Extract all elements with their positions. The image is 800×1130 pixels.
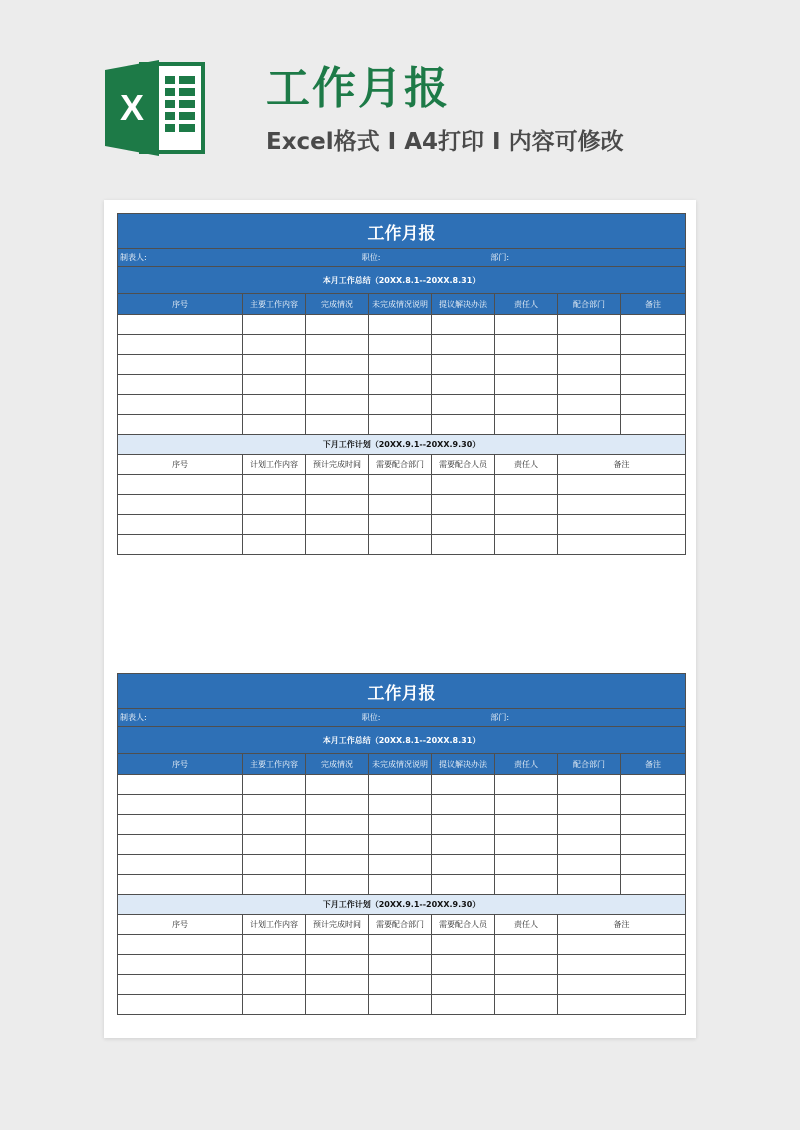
summary-cell[interactable] [621, 875, 686, 895]
sheet-title: 工作月报 [118, 214, 686, 249]
plan-cell[interactable] [243, 535, 306, 555]
summary-cell[interactable] [306, 855, 369, 875]
summary-cell[interactable] [306, 775, 369, 795]
plan-cell[interactable] [243, 995, 306, 1015]
summary-cell[interactable] [558, 855, 621, 875]
plan-cell[interactable] [118, 535, 243, 555]
summary-column-header: 备注 [621, 754, 686, 775]
summary-cell[interactable] [369, 855, 432, 875]
summary-cell[interactable] [306, 355, 369, 375]
summary-cell[interactable] [369, 775, 432, 795]
summary-cell[interactable] [243, 415, 306, 435]
plan-cell[interactable] [306, 955, 369, 975]
summary-cell[interactable] [432, 375, 495, 395]
summary-cell[interactable] [495, 415, 558, 435]
summary-cell[interactable] [369, 335, 432, 355]
summary-cell[interactable] [306, 795, 369, 815]
summary-cell[interactable] [621, 795, 686, 815]
maker-label: 制表人: [120, 253, 147, 262]
summary-cell[interactable] [369, 875, 432, 895]
position-label: 职位: [361, 713, 381, 722]
plan-column-header: 责任人 [495, 915, 558, 935]
plan-cell[interactable] [495, 995, 558, 1015]
summary-cell[interactable] [432, 855, 495, 875]
plan-cell[interactable] [369, 995, 432, 1015]
position-label: 职位: [361, 253, 381, 262]
summary-cell[interactable] [243, 315, 306, 335]
summary-cell[interactable] [243, 375, 306, 395]
plan-cell[interactable] [432, 475, 495, 495]
plan-cell[interactable] [432, 975, 495, 995]
plan-cell[interactable] [495, 475, 558, 495]
summary-cell[interactable] [432, 775, 495, 795]
plan-cell[interactable] [558, 535, 686, 555]
summary-section-title: 本月工作总结（20XX.8.1--20XX.8.31） [118, 727, 686, 754]
summary-cell[interactable] [432, 875, 495, 895]
summary-cell[interactable] [432, 415, 495, 435]
summary-cell[interactable] [495, 395, 558, 415]
plan-cell[interactable] [432, 955, 495, 975]
plan-cell[interactable] [369, 535, 432, 555]
summary-cell[interactable] [306, 815, 369, 835]
summary-cell[interactable] [558, 835, 621, 855]
summary-cell[interactable] [621, 855, 686, 875]
summary-cell[interactable] [495, 355, 558, 375]
summary-cell[interactable] [558, 315, 621, 335]
summary-cell[interactable] [118, 415, 243, 435]
summary-column-header: 提议解决办法 [432, 294, 495, 315]
plan-cell[interactable] [558, 495, 686, 515]
summary-column-header: 责任人 [495, 754, 558, 775]
summary-column-header: 序号 [118, 754, 243, 775]
summary-cell[interactable] [306, 375, 369, 395]
plan-cell[interactable] [558, 955, 686, 975]
summary-column-header: 完成情况 [306, 294, 369, 315]
plan-cell[interactable] [432, 515, 495, 535]
plan-cell[interactable] [243, 955, 306, 975]
plan-column-header: 计划工作内容 [243, 455, 306, 475]
summary-cell[interactable] [243, 875, 306, 895]
plan-cell[interactable] [495, 535, 558, 555]
plan-column-header: 需要配合部门 [369, 455, 432, 475]
summary-cell[interactable] [306, 875, 369, 895]
plan-cell[interactable] [306, 975, 369, 995]
plan-cell[interactable] [118, 935, 243, 955]
page-header [0, 0, 800, 190]
summary-cell[interactable] [432, 815, 495, 835]
summary-cell[interactable] [243, 855, 306, 875]
plan-cell[interactable] [118, 955, 243, 975]
summary-column-header: 序号 [118, 294, 243, 315]
plan-column-header: 需要配合人员 [432, 915, 495, 935]
plan-column-header: 责任人 [495, 455, 558, 475]
plan-cell[interactable] [118, 475, 243, 495]
summary-cell[interactable] [369, 835, 432, 855]
plan-cell[interactable] [558, 995, 686, 1015]
summary-cell[interactable] [118, 775, 243, 795]
summary-cell[interactable] [432, 335, 495, 355]
plan-section-title: 下月工作计划（20XX.9.1--20XX.9.30） [118, 895, 686, 915]
summary-cell[interactable] [558, 795, 621, 815]
report-table [117, 673, 686, 1015]
summary-cell[interactable] [558, 375, 621, 395]
summary-cell[interactable] [369, 795, 432, 815]
plan-column-header: 备注 [558, 915, 686, 935]
summary-column-header: 主要工作内容 [243, 754, 306, 775]
plan-cell[interactable] [495, 515, 558, 535]
plan-cell[interactable] [306, 475, 369, 495]
info-row [118, 709, 686, 727]
plan-cell[interactable] [495, 955, 558, 975]
summary-column-header: 完成情况 [306, 754, 369, 775]
plan-cell[interactable] [558, 935, 686, 955]
plan-column-header: 需要配合部门 [369, 915, 432, 935]
plan-cell[interactable] [243, 475, 306, 495]
report-sheet [117, 673, 685, 1015]
plan-column-header: 序号 [118, 915, 243, 935]
summary-cell[interactable] [621, 815, 686, 835]
summary-cell[interactable] [369, 415, 432, 435]
summary-cell[interactable] [243, 815, 306, 835]
plan-cell[interactable] [243, 495, 306, 515]
plan-cell[interactable] [118, 975, 243, 995]
summary-cell[interactable] [118, 835, 243, 855]
summary-cell[interactable] [243, 835, 306, 855]
summary-cell[interactable] [432, 315, 495, 335]
excel-logo-letter: X [119, 87, 145, 128]
summary-cell[interactable] [558, 815, 621, 835]
report-table [117, 213, 686, 555]
summary-cell[interactable] [118, 875, 243, 895]
plan-cell[interactable] [432, 995, 495, 1015]
info-row [118, 249, 686, 267]
plan-cell[interactable] [369, 515, 432, 535]
plan-cell[interactable] [558, 515, 686, 535]
summary-cell[interactable] [621, 315, 686, 335]
summary-cell[interactable] [558, 415, 621, 435]
summary-cell[interactable] [306, 835, 369, 855]
summary-cell[interactable] [432, 355, 495, 375]
plan-cell[interactable] [306, 515, 369, 535]
summary-cell[interactable] [118, 355, 243, 375]
summary-cell[interactable] [621, 395, 686, 415]
summary-cell[interactable] [118, 375, 243, 395]
summary-cell[interactable] [118, 395, 243, 415]
plan-cell[interactable] [369, 475, 432, 495]
department-label: 部门: [490, 253, 510, 262]
summary-cell[interactable] [495, 815, 558, 835]
summary-cell[interactable] [243, 775, 306, 795]
summary-cell[interactable] [621, 835, 686, 855]
plan-cell[interactable] [369, 975, 432, 995]
plan-cell[interactable] [118, 995, 243, 1015]
maker-label: 制表人: [120, 713, 147, 722]
summary-cell[interactable] [495, 855, 558, 875]
plan-cell[interactable] [495, 495, 558, 515]
plan-cell[interactable] [243, 935, 306, 955]
summary-cell[interactable] [118, 855, 243, 875]
plan-cell[interactable] [369, 955, 432, 975]
plan-column-header: 计划工作内容 [243, 915, 306, 935]
plan-column-header: 备注 [558, 455, 686, 475]
summary-cell[interactable] [118, 315, 243, 335]
summary-cell[interactable] [306, 395, 369, 415]
plan-cell[interactable] [118, 495, 243, 515]
plan-section-title: 下月工作计划（20XX.9.1--20XX.9.30） [118, 435, 686, 455]
summary-cell[interactable] [621, 335, 686, 355]
summary-cell[interactable] [118, 795, 243, 815]
plan-cell[interactable] [432, 495, 495, 515]
summary-cell[interactable] [369, 355, 432, 375]
summary-cell[interactable] [495, 335, 558, 355]
plan-cell[interactable] [243, 975, 306, 995]
summary-cell[interactable] [621, 375, 686, 395]
summary-column-header: 主要工作内容 [243, 294, 306, 315]
plan-cell[interactable] [306, 995, 369, 1015]
summary-cell[interactable] [243, 335, 306, 355]
summary-cell[interactable] [495, 375, 558, 395]
plan-cell[interactable] [369, 495, 432, 515]
summary-column-header: 配合部门 [558, 294, 621, 315]
summary-section-title: 本月工作总结（20XX.8.1--20XX.8.31） [118, 267, 686, 294]
department-label: 部门: [490, 713, 510, 722]
summary-cell[interactable] [306, 315, 369, 335]
report-sheet [117, 213, 685, 555]
page-subtitle: Excel格式 I A4打印 I 内容可修改 [266, 129, 624, 155]
summary-cell[interactable] [369, 375, 432, 395]
summary-column-header: 未完成情况说明 [369, 754, 432, 775]
summary-cell[interactable] [243, 395, 306, 415]
plan-cell[interactable] [558, 975, 686, 995]
summary-cell[interactable] [558, 355, 621, 375]
summary-cell[interactable] [558, 875, 621, 895]
plan-cell[interactable] [432, 535, 495, 555]
summary-cell[interactable] [369, 395, 432, 415]
plan-cell[interactable] [306, 495, 369, 515]
summary-cell[interactable] [118, 335, 243, 355]
summary-cell[interactable] [432, 795, 495, 815]
summary-cell[interactable] [243, 355, 306, 375]
summary-cell[interactable] [118, 815, 243, 835]
plan-column-header: 序号 [118, 455, 243, 475]
plan-cell[interactable] [558, 475, 686, 495]
sheet-title: 工作月报 [118, 674, 686, 709]
summary-cell[interactable] [306, 415, 369, 435]
summary-cell[interactable] [495, 315, 558, 335]
plan-column-header: 预计完成时间 [306, 915, 369, 935]
summary-cell[interactable] [558, 395, 621, 415]
plan-cell[interactable] [495, 935, 558, 955]
summary-cell[interactable] [621, 415, 686, 435]
plan-cell[interactable] [118, 515, 243, 535]
summary-cell[interactable] [558, 775, 621, 795]
plan-cell[interactable] [495, 975, 558, 995]
summary-column-header: 未完成情况说明 [369, 294, 432, 315]
summary-cell[interactable] [432, 835, 495, 855]
summary-cell[interactable] [432, 395, 495, 415]
excel-icon [103, 60, 205, 156]
summary-cell[interactable] [306, 335, 369, 355]
plan-cell[interactable] [243, 515, 306, 535]
summary-cell[interactable] [558, 335, 621, 355]
summary-column-header: 备注 [621, 294, 686, 315]
plan-cell[interactable] [369, 935, 432, 955]
plan-column-header: 预计完成时间 [306, 455, 369, 475]
summary-column-header: 责任人 [495, 294, 558, 315]
plan-cell[interactable] [306, 935, 369, 955]
summary-column-header: 提议解决办法 [432, 754, 495, 775]
summary-cell[interactable] [243, 795, 306, 815]
summary-cell[interactable] [369, 815, 432, 835]
plan-column-header: 需要配合人员 [432, 455, 495, 475]
summary-cell[interactable] [495, 795, 558, 815]
page-title: 工作月报 [266, 63, 450, 114]
summary-cell[interactable] [369, 315, 432, 335]
plan-cell[interactable] [306, 535, 369, 555]
summary-cell[interactable] [621, 355, 686, 375]
summary-column-header: 配合部门 [558, 754, 621, 775]
summary-cell[interactable] [495, 875, 558, 895]
summary-cell[interactable] [621, 775, 686, 795]
plan-cell[interactable] [432, 935, 495, 955]
summary-cell[interactable] [495, 775, 558, 795]
summary-cell[interactable] [495, 835, 558, 855]
